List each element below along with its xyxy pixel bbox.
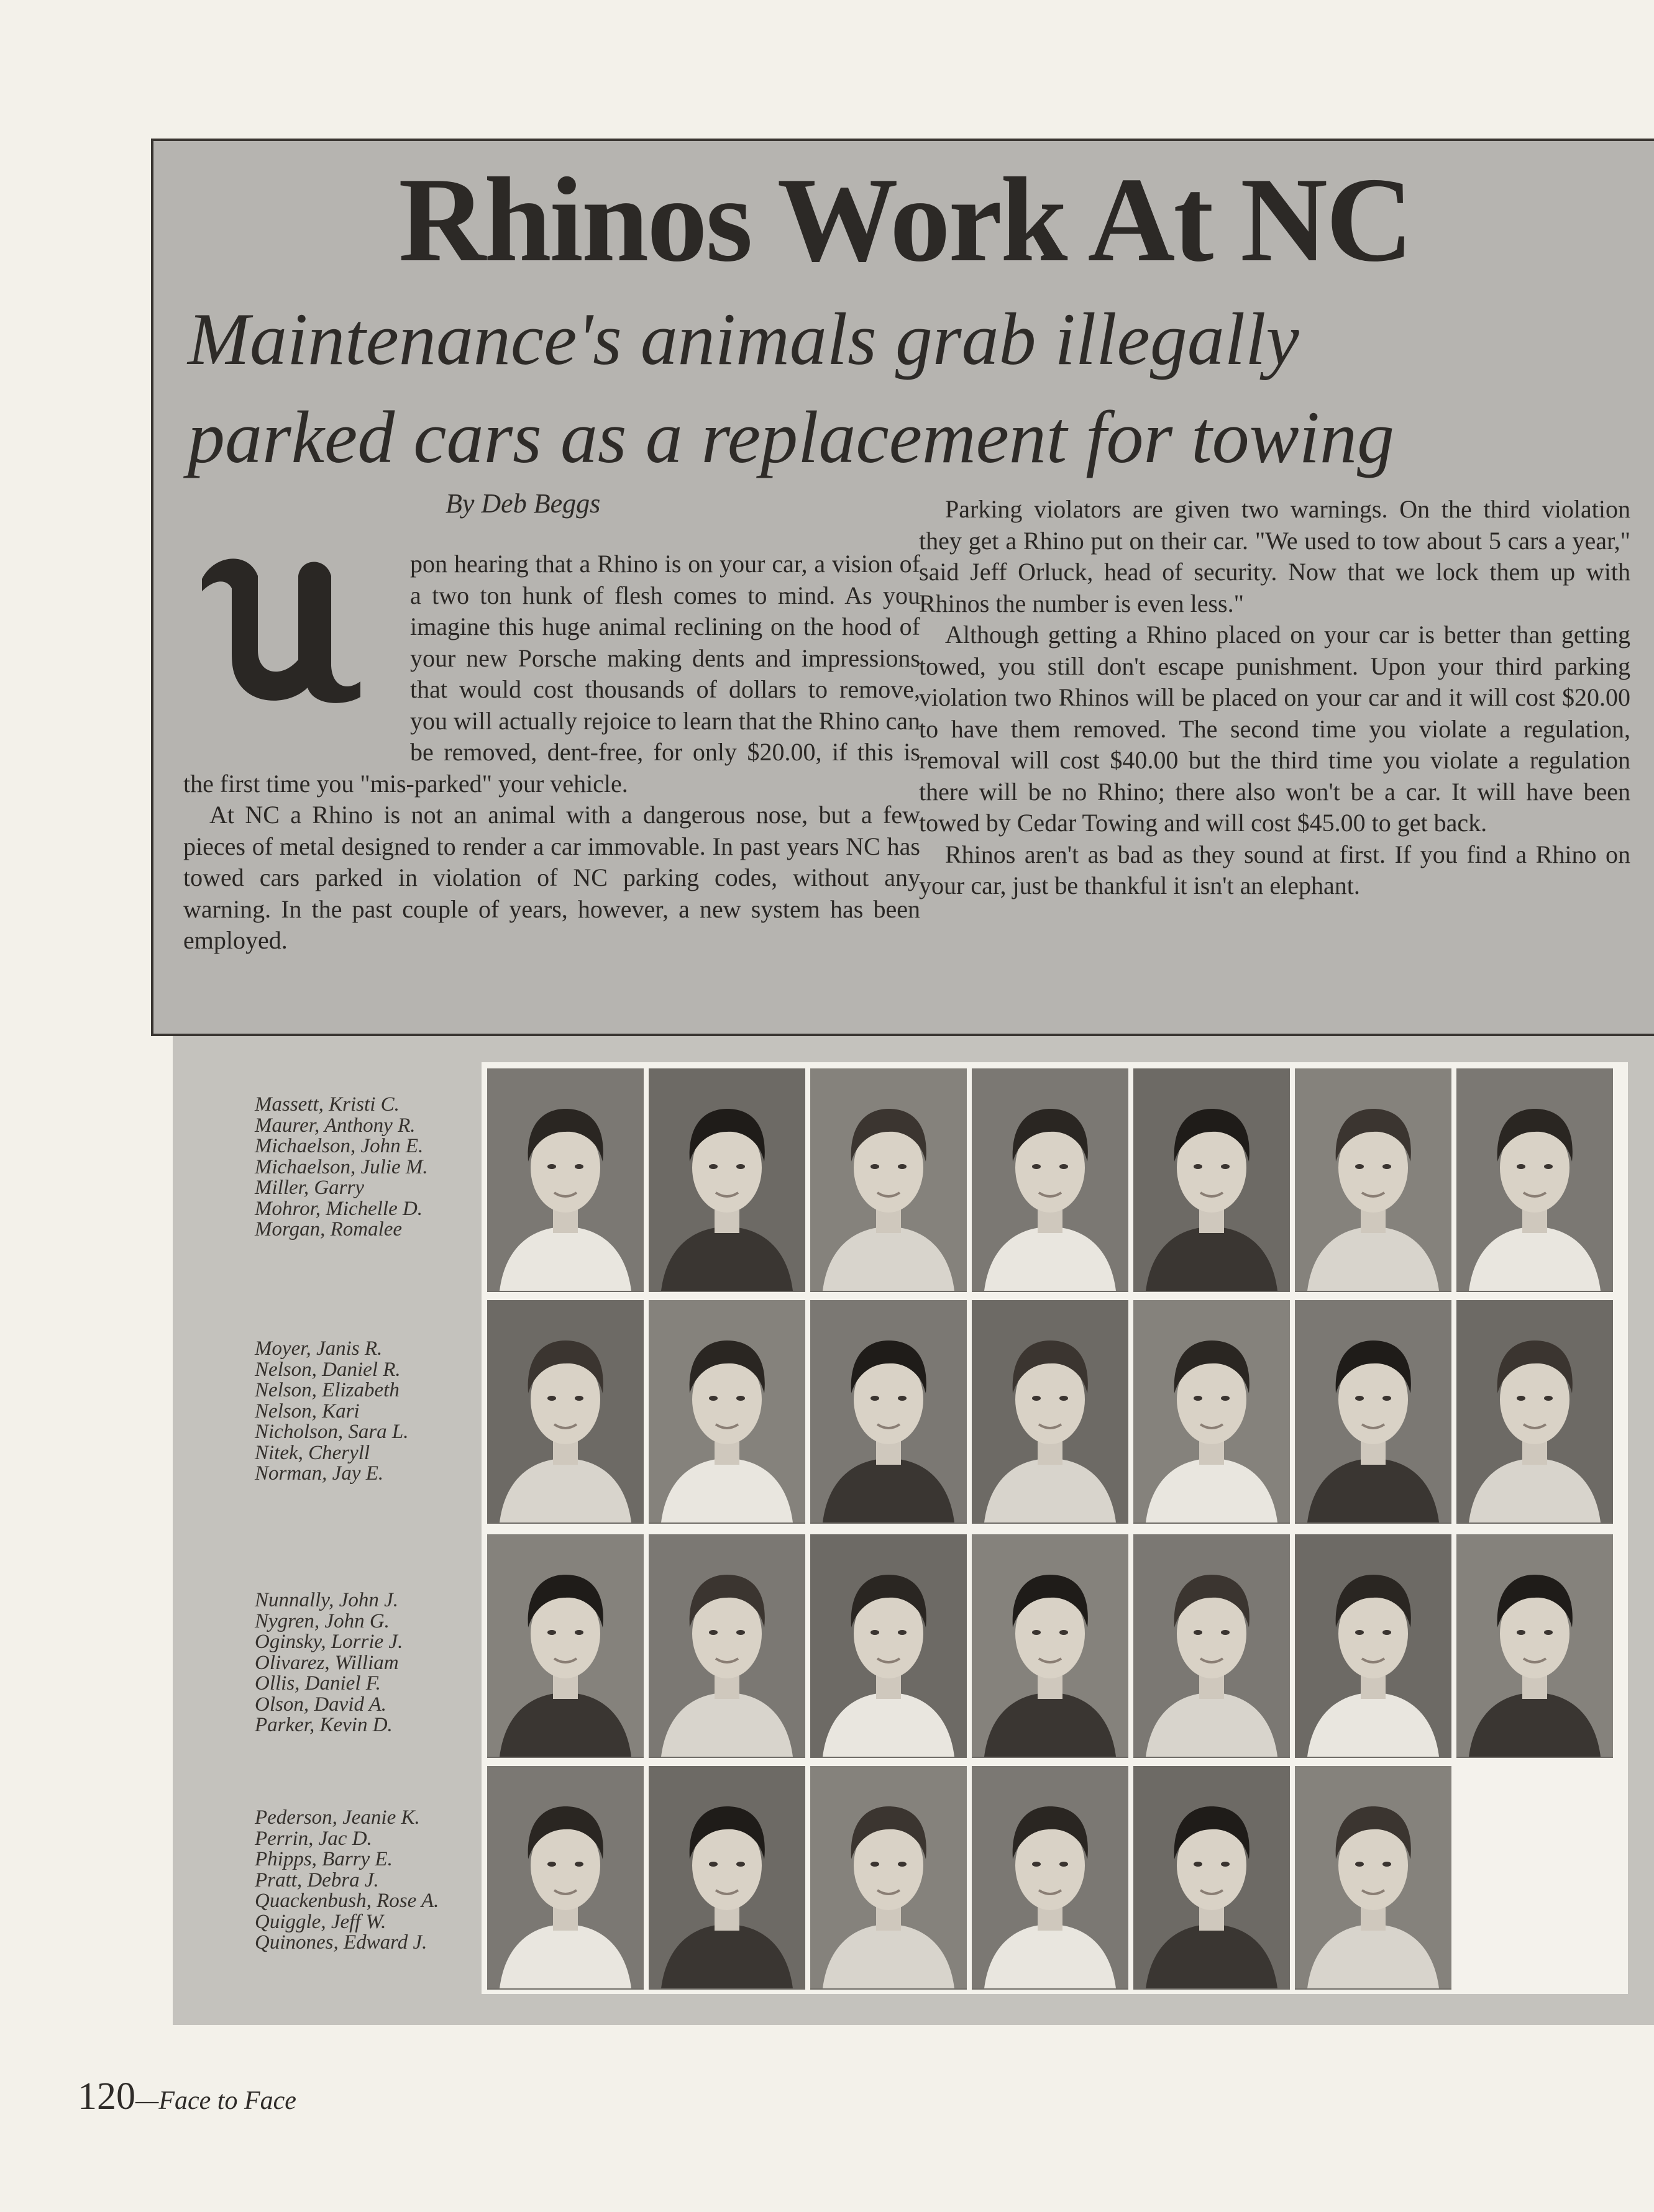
page-number: 120	[78, 2075, 135, 2118]
student-name: Quinones, Edward J.	[255, 1931, 427, 1954]
headline: Rhinos Work At NC	[398, 153, 1412, 287]
student-name: Nygren, John G.	[255, 1609, 390, 1632]
byline: By Deb Beggs	[445, 488, 601, 519]
student-name: Olson, David A.	[255, 1693, 387, 1716]
page-footer	[78, 2075, 296, 2119]
portrait-photo	[1133, 1766, 1290, 1988]
article-paragraph: Rhinos aren't as bad as they sound at first. If you find a Rhino on your car, just be thankful it isn't an elephant.	[919, 840, 1630, 899]
student-portrait	[972, 1534, 1128, 1758]
portrait-photo	[649, 1300, 805, 1522]
portrait-photo	[972, 1068, 1128, 1291]
portrait-photo	[487, 1534, 644, 1757]
portrait-photo	[487, 1068, 644, 1291]
student-portrait	[487, 1534, 644, 1758]
portrait-photo	[810, 1068, 967, 1291]
portrait-photo	[1456, 1068, 1613, 1291]
student-portrait	[487, 1766, 644, 1990]
article-paragraph: Parking violators are given two warnings. On the third violation they get a Rhino put on their car. "We used to tow about 5 cars a year," said Jeff Orluck, head of security. Now that we lock them up with Rhinos the number is even less."	[919, 495, 1630, 617]
article-paragraph: pon hearing that a Rhino is on your car, a vision of a two ton hunk of flesh comes to mind. As you imagine this huge animal reclining on the hood of your new Porsche making dents and impressions that would cost thousands of dollars to remove, you will actually rejoice to learn that the Rhino can be removed, dent-free, for only $20.00, if this is the first time you "mis-parked" your vehicle.	[183, 550, 920, 798]
portrait-photo	[810, 1300, 967, 1522]
student-portrait	[649, 1766, 805, 1990]
student-portrait	[1295, 1534, 1451, 1758]
student-name: Pratt, Debra J.	[255, 1868, 379, 1891]
portrait-photo	[972, 1766, 1128, 1988]
student-name: Nelson, Daniel R.	[255, 1358, 401, 1381]
student-portrait	[810, 1766, 967, 1990]
student-portrait	[487, 1300, 644, 1524]
portrait-photo	[1295, 1534, 1451, 1757]
student-portrait	[972, 1068, 1128, 1292]
article-paragraph: Although getting a Rhino placed on your car is better than getting towed, you still don't escape punishment. Upon your third parking violation two Rhinos will be placed on your car and it will cost $20.00 to have them removed. The second time you violate a regulation, removal will cost $40.00 but the third time you violate a regulation there will be no Rhino; there also won't be a car. It will have been towed by Cedar Towing and will cost $45.00 to get back.	[919, 621, 1630, 837]
portrait-photo	[1295, 1068, 1451, 1291]
student-portrait	[1133, 1766, 1290, 1990]
student-portrait	[487, 1068, 644, 1292]
student-name: Parker, Kevin D.	[255, 1714, 393, 1736]
student-name: Massett, Kristi C.	[255, 1093, 400, 1116]
portrait-photo	[649, 1766, 805, 1988]
student-name: Norman, Jay E.	[255, 1462, 384, 1485]
portrait-photo	[972, 1534, 1128, 1757]
name-list-row-2	[255, 1339, 466, 1485]
student-portrait	[810, 1068, 967, 1292]
section-title: —Face to Face	[135, 2087, 296, 2115]
article-paragraph: At NC a Rhino is not an animal with a dangerous nose, but a few pieces of metal designed to render a car immovable. In past years NC has towed cars parked in violation of NC parking codes, without any warning. In the past couple of years, however, a new system has been employed.	[183, 801, 920, 954]
student-portrait	[1133, 1300, 1290, 1524]
student-name: Michaelson, John E.	[255, 1135, 424, 1157]
student-portrait	[1456, 1534, 1613, 1758]
student-name: Ollis, Daniel F.	[255, 1672, 381, 1695]
portrait-photo	[810, 1766, 967, 1988]
student-name: Nelson, Elizabeth	[255, 1379, 400, 1401]
student-name: Michaelson, Julie M.	[255, 1155, 428, 1178]
portrait-photo	[1295, 1300, 1451, 1522]
student-portrait	[810, 1300, 967, 1524]
student-portrait	[972, 1300, 1128, 1524]
article-column-left	[183, 548, 920, 957]
student-name: Perrin, Jac D.	[255, 1827, 372, 1850]
portrait-photo	[1456, 1534, 1613, 1757]
student-name: Nelson, Kari	[255, 1400, 360, 1422]
student-name: Morgan, Romalee	[255, 1218, 403, 1240]
student-name: Oginsky, Lorrie J.	[255, 1631, 403, 1653]
student-portrait	[1295, 1068, 1451, 1292]
student-portrait	[810, 1534, 967, 1758]
student-portrait	[1133, 1068, 1290, 1292]
student-name: Quiggle, Jeff W.	[255, 1910, 386, 1933]
student-portrait	[1295, 1766, 1451, 1990]
student-name: Phipps, Barry E.	[255, 1848, 393, 1870]
student-name: Nitek, Cheryll	[255, 1441, 370, 1464]
portrait-photo	[1133, 1068, 1290, 1291]
portrait-photo	[972, 1300, 1128, 1522]
name-list-row-3	[255, 1590, 466, 1736]
name-list-row-1	[255, 1095, 466, 1240]
portrait-photo	[810, 1534, 967, 1757]
article-box	[151, 139, 1654, 1036]
subhead-line-2: parked cars as a replacement for towing	[188, 396, 1394, 478]
student-portrait	[1295, 1300, 1451, 1524]
portrait-photo	[649, 1534, 805, 1757]
portrait-photo	[1133, 1534, 1290, 1757]
portrait-photo	[649, 1068, 805, 1291]
student-portrait	[972, 1766, 1128, 1990]
subhead-line-1: Maintenance's animals grab illegally	[188, 298, 1299, 380]
student-name: Miller, Garry	[255, 1177, 364, 1199]
student-name: Moyer, Janis R.	[255, 1337, 383, 1360]
name-list-row-4	[255, 1808, 466, 1954]
portrait-photo	[1456, 1300, 1613, 1522]
student-portrait	[1456, 1068, 1613, 1292]
student-portrait	[649, 1068, 805, 1292]
student-name: Nunnally, John J.	[255, 1589, 398, 1611]
portrait-photo	[1133, 1300, 1290, 1522]
portrait-photo	[487, 1766, 644, 1988]
student-name: Quackenbush, Rose A.	[255, 1890, 439, 1912]
portrait-photo	[1295, 1766, 1451, 1988]
portrait-photo	[487, 1300, 644, 1522]
subhead	[188, 290, 1635, 486]
student-name: Maurer, Anthony R.	[255, 1114, 416, 1137]
student-portrait	[649, 1534, 805, 1758]
student-portrait	[1133, 1534, 1290, 1758]
student-name: Nicholson, Sara L.	[255, 1421, 409, 1443]
article-column-right	[919, 494, 1630, 902]
student-name: Mohror, Michelle D.	[255, 1197, 423, 1220]
student-name: Pederson, Jeanie K.	[255, 1806, 420, 1829]
student-portrait	[1456, 1300, 1613, 1524]
student-name: Olivarez, William	[255, 1651, 399, 1674]
student-portrait	[649, 1300, 805, 1524]
